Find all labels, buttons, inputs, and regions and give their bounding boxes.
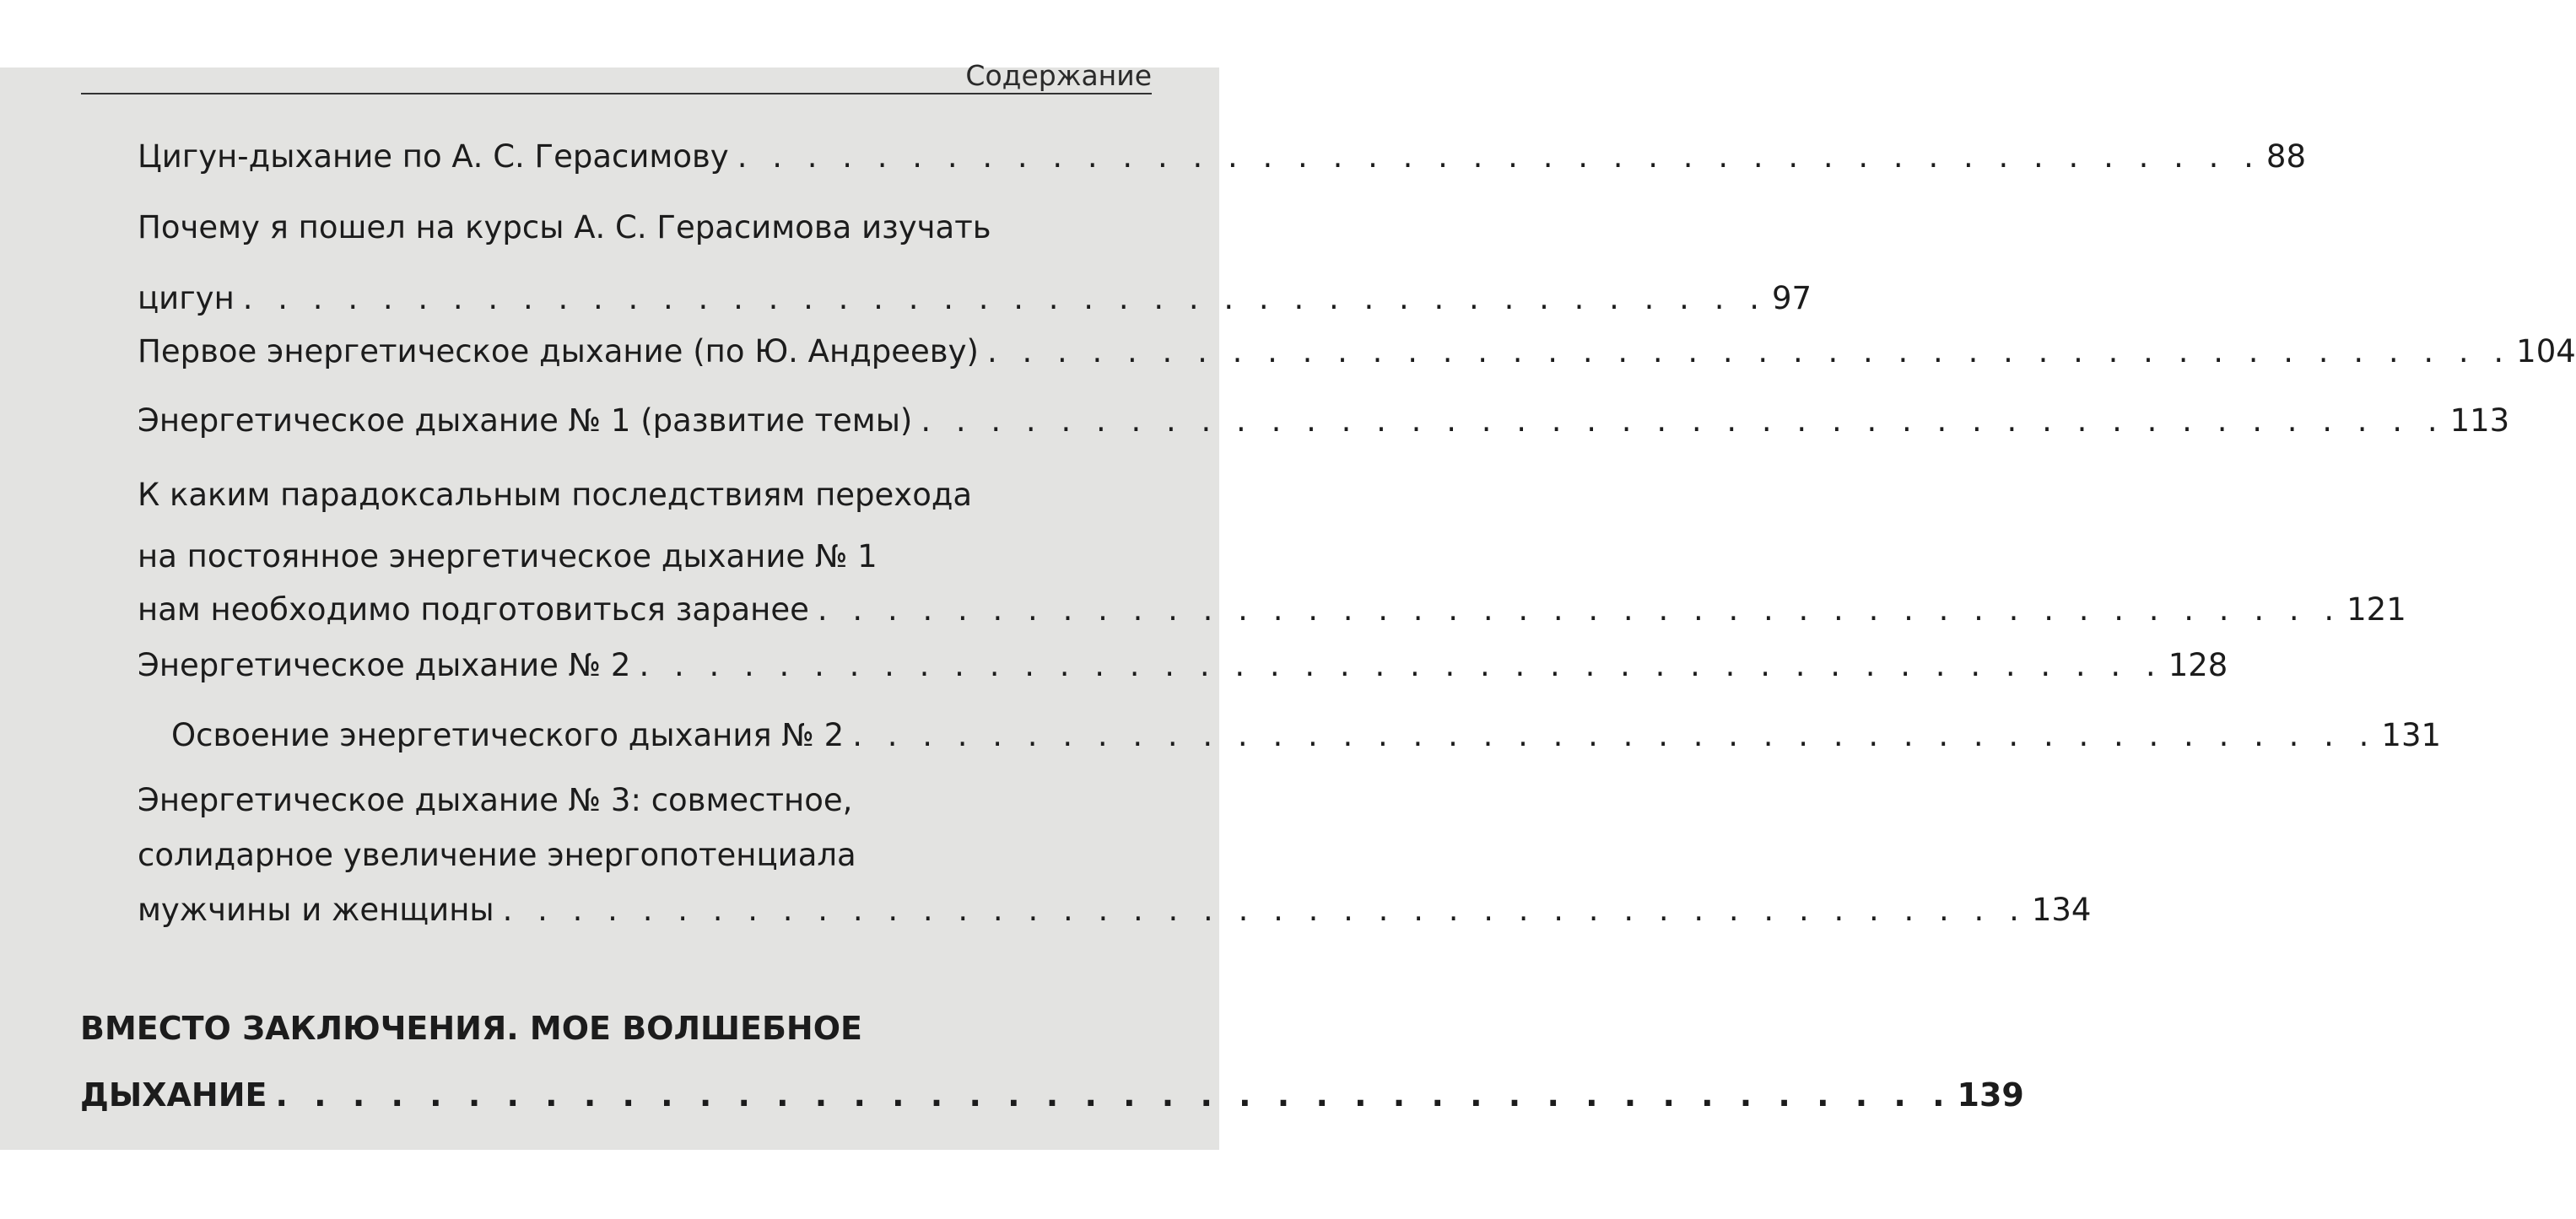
dot-leader: . . . . . . . . . . . . . . . . . . . . . . . . . . . . . . . . . . . . . . . . . . . . — [502, 892, 2027, 928]
dot-leader: . . . . . . . . . . . . . . . . . . . . . . . . . . . . . . . . . . . . . . . . . . . . — [639, 647, 2163, 683]
dot-leader: . . . . . . . . . . . . . . . . . . . . . . . . . . . . . . . . . . . . . . . . . . . . — [986, 333, 2512, 369]
toc-entry-title: Первое энергетическое дыхание (по Ю. Андрееву) — [138, 333, 979, 369]
toc-entry-title: нам необходимо подготовиться заранее — [138, 591, 809, 628]
toc-entry — [138, 630, 2228, 701]
toc-chapter-entry — [80, 995, 2024, 1129]
toc-page-number: 113 — [2449, 402, 2510, 439]
toc-entry-title: мужчины и женщины — [138, 892, 494, 928]
toc-page-number: 121 — [2346, 591, 2406, 628]
book-page — [0, 59, 2576, 1150]
toc-entry-title: цигун — [138, 280, 235, 316]
toc-entry — [138, 121, 2307, 192]
toc-page-number: 97 — [1772, 280, 1812, 316]
toc-entry-title: Энергетическое дыхание № 2 — [138, 647, 631, 683]
dot-leader: . . . . . . . . . . . . . . . . . . . . . . . . . . . . . . . . . . . . . . . . . . . . — [852, 717, 2377, 753]
toc-entry — [138, 773, 2092, 937]
toc-entry — [138, 316, 2576, 387]
toc-page-number: 131 — [2381, 717, 2442, 753]
header-rule — [81, 93, 1152, 94]
toc-page-number: 88 — [2265, 138, 2307, 175]
toc-entry — [138, 386, 2510, 456]
dot-leader: . . . . . . . . . . . . . . . . . . . . . . . . . . . . . . . . . . . . . . . . . . . . — [817, 591, 2342, 628]
toc-chapter-title: ВМЕСТО ЗАКЛЮЧЕНИЯ. МОЕ ВОЛШЕБНОЕ — [80, 1010, 862, 1047]
toc-entry-title: К каким парадоксальным последствиям перехода — [138, 477, 973, 513]
toc-entry-subsection — [171, 700, 2442, 771]
toc-chapter-title: ДЫХАНИЕ — [80, 1076, 267, 1114]
toc-entry-title: солидарное увеличение энергопотенциала — [138, 837, 856, 873]
toc-entry-title: Почему я пошел на курсы А. С. Герасимова изучать — [138, 209, 991, 245]
toc-entry-title: Энергетическое дыхание № 3: совместное, — [138, 782, 853, 818]
dot-leader: . . . . . . . . . . . . . . . . . . . . . . . . . . . . . . . . . . . . . . . . . . . . — [921, 402, 2445, 439]
toc-entry — [138, 460, 2406, 637]
toc-entry-title: на постоянное энергетическое дыхание № 1 — [138, 538, 878, 574]
toc-entry-title: Освоение энергетического дыхания № 2 — [171, 717, 845, 753]
toc-entry-title: Цигун-дыхание по А. С. Герасимову — [138, 138, 729, 175]
toc-entry-title: Энергетическое дыхание № 1 (развитие темы) — [138, 402, 913, 439]
running-head: Содержание — [965, 59, 1152, 92]
toc-page-number: 128 — [2168, 647, 2228, 683]
toc-page-number: 104 — [2516, 333, 2576, 369]
dot-leader: . . . . . . . . . . . . . . . . . . . . . . . . . . . . . . . . . . . . . . . . . . . . — [242, 280, 1767, 316]
toc-page-number: 139 — [1957, 1076, 2024, 1114]
toc-page-number: 134 — [2031, 892, 2092, 928]
toc-entry — [138, 192, 1812, 334]
dot-leader: . . . . . . . . . . . . . . . . . . . . . . . . . . . . . . . . . . . . . . . . . . . . — [737, 138, 2261, 175]
dot-leader: . . . . . . . . . . . . . . . . . . . . . . . . . . . . . . . . . . . . . . . . . . . . — [275, 1076, 1952, 1114]
